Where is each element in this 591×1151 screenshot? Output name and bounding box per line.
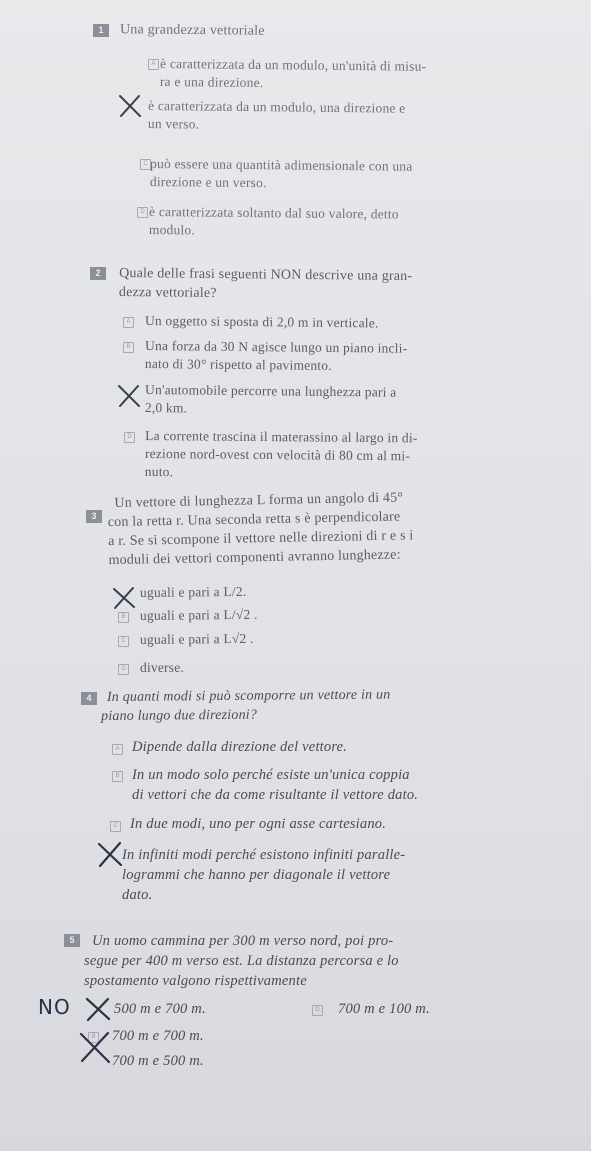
question-number-badge: 3 bbox=[86, 510, 102, 523]
option-text: Dipende dalla direzione del vettore. bbox=[132, 739, 348, 755]
option-checkbox[interactable]: B bbox=[112, 771, 123, 782]
question-number-badge: 2 bbox=[90, 267, 106, 280]
option-checkbox[interactable]: B bbox=[88, 1032, 99, 1043]
option-text: In infiniti modi perché esistono infiniti paralle- logrammi che hanno per diagonale il vettore dato. bbox=[122, 847, 406, 903]
question-stem: In quanti modi si può scomporre un vettore in un piano lungo due direzioni? bbox=[101, 687, 391, 725]
option-text: In un modo solo perché esiste un'unica coppia di vettori che da come risultante il vettore dato. bbox=[132, 767, 419, 803]
option-text: Una forza da 30 N agisce lungo un piano incli- nato di 30° rispetto al pavimento. bbox=[144, 338, 408, 373]
option-checkbox[interactable]: D bbox=[118, 664, 129, 675]
question-number-badge: 4 bbox=[81, 692, 97, 705]
option-checkbox[interactable]: C bbox=[110, 821, 121, 832]
option-checkbox[interactable]: D bbox=[312, 1005, 323, 1016]
question-number-badge: 1 bbox=[93, 24, 109, 37]
cross-mark-icon bbox=[84, 996, 112, 1022]
cross-mark-icon bbox=[78, 1030, 112, 1064]
option-text: è caratterizzata soltanto dal suo valore, detto modulo. bbox=[148, 204, 399, 238]
cross-mark-icon bbox=[117, 93, 143, 119]
option-checkbox[interactable]: A bbox=[123, 317, 134, 328]
option-text: 700 m e 700 m. bbox=[112, 1028, 204, 1044]
option-checkbox[interactable]: C bbox=[118, 636, 129, 647]
question-stem: Quale delle frasi seguenti NON descrive una gran- dezza vettoriale? bbox=[118, 266, 413, 302]
option-checkbox[interactable]: A bbox=[112, 744, 123, 755]
option-text: uguali e pari a L/2. bbox=[139, 583, 247, 600]
option-text: 700 m e 500 m. bbox=[112, 1053, 204, 1069]
question-stem: Un vettore di lunghezza L forma un angolo di 45° con la retta r. Una seconda retta s è perpendicolare a r. Se si scompone il vettore nelle direzioni di r e s i moduli dei vettori componenti avranno lunghezze: bbox=[107, 490, 414, 569]
option-text: 700 m e 100 m. bbox=[338, 1001, 430, 1017]
option-text: Un'automobile percorre una lunghezza pari a 2,0 km. bbox=[144, 382, 397, 416]
option-checkbox[interactable]: B bbox=[123, 342, 134, 353]
question-stem: Una grandezza vettoriale bbox=[119, 22, 265, 39]
option-text: La corrente trascina il materassino al largo in di- rezione nord-ovest con velocità di 80 cm al mi- nuto. bbox=[144, 428, 418, 480]
option-text: è caratterizzata da un modulo, un'unità di misu- ra e una direzione. bbox=[159, 56, 427, 91]
option-text: In due modi, uno per ogni asse cartesiano. bbox=[130, 816, 387, 832]
cross-mark-icon bbox=[116, 383, 142, 409]
option-checkbox[interactable]: D bbox=[124, 432, 135, 443]
option-text: è caratterizzata da un modulo, una direzione e un verso. bbox=[147, 98, 406, 132]
option-text: 500 m e 700 m. bbox=[114, 1001, 206, 1017]
option-text: uguali e pari a L√2 . bbox=[139, 630, 254, 647]
option-checkbox[interactable]: C bbox=[140, 159, 151, 170]
option-checkbox[interactable]: B bbox=[118, 612, 129, 623]
option-text: Un oggetto si sposta di 2,0 m in verticale. bbox=[144, 313, 379, 331]
option-checkbox[interactable]: D bbox=[137, 207, 148, 218]
handwritten-note: NO bbox=[38, 995, 71, 1019]
question-stem: Un uomo cammina per 300 m verso nord, poi pro- segue per 400 m verso est. La distanza percorsa e lo spostamento valgono rispettivamente bbox=[84, 933, 399, 989]
option-checkbox[interactable]: A bbox=[148, 59, 159, 70]
option-text: diverse. bbox=[140, 660, 184, 675]
cross-mark-icon bbox=[96, 840, 124, 868]
question-number-badge: 5 bbox=[64, 934, 80, 947]
option-text: può essere una quantità adimensionale con una direzione e un verso. bbox=[149, 156, 413, 191]
cross-mark-icon bbox=[111, 585, 137, 611]
option-text: uguali e pari a L/√2 . bbox=[139, 606, 258, 623]
